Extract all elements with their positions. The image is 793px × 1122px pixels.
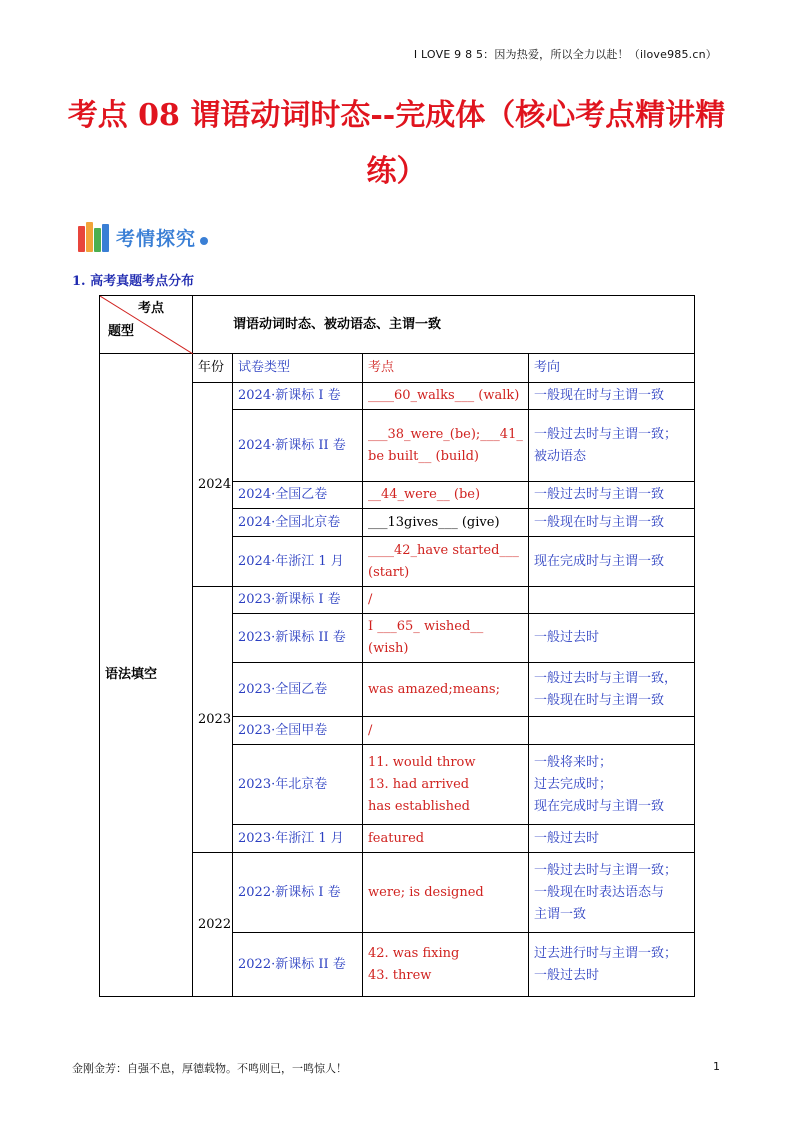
- direction-line: 现在完成时与主谓一致: [534, 798, 665, 814]
- page-number: 1: [713, 1060, 720, 1073]
- direction-cell: [529, 663, 695, 717]
- point-line: ____42_have started___: [368, 542, 519, 558]
- direction-line: 一般过去时与主谓一致；: [534, 862, 678, 878]
- point-cell: were; is designed: [363, 853, 529, 933]
- point-cell: featured: [363, 825, 529, 853]
- page-header: I LOVE 9 8 5：因为热爱，所以全力以赴！（ilove985.cn）: [413, 48, 717, 61]
- point-line: 13. had arrived: [368, 776, 470, 792]
- table-header-row: [100, 296, 695, 354]
- direction-line: 一般现在时表达语态与: [534, 884, 665, 900]
- direction-cell: [529, 853, 695, 933]
- corner-bottom-label: 题型: [108, 324, 135, 339]
- col-direction: 考向: [529, 354, 695, 383]
- books-icon: [78, 222, 110, 252]
- direction-cell: 一般现在时与主谓一致: [529, 509, 695, 537]
- direction-line: 主谓一致: [534, 906, 587, 922]
- point-cell: was amazed;means;: [363, 663, 529, 717]
- paper-cell: 2022·新课标 II 卷: [233, 933, 363, 997]
- point-cell: __44_were__ (be): [363, 482, 529, 509]
- col-paper: 试卷类型: [233, 354, 363, 383]
- paper-cell: 2024·新课标 I 卷: [233, 383, 363, 410]
- point-cell: [363, 933, 529, 997]
- direction-cell: [529, 933, 695, 997]
- exam-distribution-table: [99, 295, 695, 997]
- section-label: 考情探究: [116, 227, 197, 250]
- direction-cell: [529, 717, 695, 745]
- paper-cell: 2023·年浙江 1 月: [233, 825, 363, 853]
- point-line: 43. threw: [368, 967, 432, 983]
- subsection-title: 1. 高考真题考点分布: [72, 274, 195, 289]
- direction-cell: 现在完成时与主谓一致: [529, 537, 695, 587]
- point-cell: I ___65_ wished__ (wish): [363, 614, 529, 663]
- col-year: 年份: [193, 354, 233, 383]
- point-cell: ___13gives___ (give): [363, 509, 529, 537]
- diagonal-header-cell: [100, 296, 193, 354]
- direction-cell: [529, 745, 695, 825]
- point-cell: [363, 410, 529, 482]
- direction-cell: 一般现在时与主谓一致: [529, 383, 695, 410]
- paper-cell: 2023·新课标 II 卷: [233, 614, 363, 663]
- page-title-line2: 练）: [366, 154, 427, 189]
- direction-cell: [529, 410, 695, 482]
- paper-cell: 2024·年浙江 1 月: [233, 537, 363, 587]
- paper-cell: 2024·新课标 II 卷: [233, 410, 363, 482]
- year-cell-2022: 2022: [193, 853, 233, 997]
- direction-cell: [529, 587, 695, 614]
- direction-line: 一般过去时与主谓一致，: [534, 670, 678, 686]
- corner-top-label: 考点: [137, 301, 164, 316]
- direction-cell: 一般过去时与主谓一致: [529, 482, 695, 509]
- direction-line: 一般现在时与主谓一致: [534, 692, 665, 708]
- paper-cell: 2023·全国乙卷: [233, 663, 363, 717]
- column-header-row: [100, 354, 695, 383]
- point-line: has established: [368, 798, 470, 814]
- point-line: 42. was fixing: [368, 945, 460, 961]
- direction-cell: 一般过去时: [529, 825, 695, 853]
- direction-line: 一般过去时: [534, 967, 600, 983]
- direction-line: 一般过去时与主谓一致；: [534, 426, 678, 442]
- direction-line: 过去完成时；: [534, 776, 613, 792]
- year-cell-2024: 2024: [193, 383, 233, 587]
- paper-cell: 2022·新课标 I 卷: [233, 853, 363, 933]
- point-cell: [363, 537, 529, 587]
- point-line: (start): [368, 564, 410, 580]
- paper-cell: 2023·全国甲卷: [233, 717, 363, 745]
- direction-line: 过去进行时与主谓一致；: [534, 945, 678, 961]
- paper-cell: 2024·全国北京卷: [233, 509, 363, 537]
- paper-cell: 2024·全国乙卷: [233, 482, 363, 509]
- point-cell: [363, 745, 529, 825]
- page-title: [60, 88, 733, 200]
- point-cell: /: [363, 717, 529, 745]
- point-cell: /: [363, 587, 529, 614]
- dot-icon: [200, 237, 208, 245]
- section-heading: [78, 220, 208, 254]
- point-line: be built__ (build): [368, 448, 479, 464]
- direction-line: 一般将来时；: [534, 754, 613, 770]
- paper-cell: 2023·年北京卷: [233, 745, 363, 825]
- point-cell: ____60_walks___ (walk): [363, 383, 529, 410]
- paper-cell: 2023·新课标 I 卷: [233, 587, 363, 614]
- page-title-line1: 考点 08 谓语动词时态--完成体（核心考点精讲精: [67, 98, 726, 133]
- topic-cell: 谓语动词时态、被动语态、主谓一致: [193, 296, 695, 354]
- col-point: 考点: [363, 354, 529, 383]
- point-line: ___38_were_(be);___41_: [368, 426, 523, 442]
- direction-cell: 一般过去时: [529, 614, 695, 663]
- year-cell-2023: 2023: [193, 587, 233, 853]
- footer-motto: 金刚金芳：自强不息，厚德载物。不鸣则已，一鸣惊人！: [72, 1062, 347, 1075]
- point-line: 11. would throw: [368, 754, 476, 770]
- question-type-cell: 语法填空: [100, 354, 193, 997]
- direction-line: 被动语态: [534, 448, 587, 464]
